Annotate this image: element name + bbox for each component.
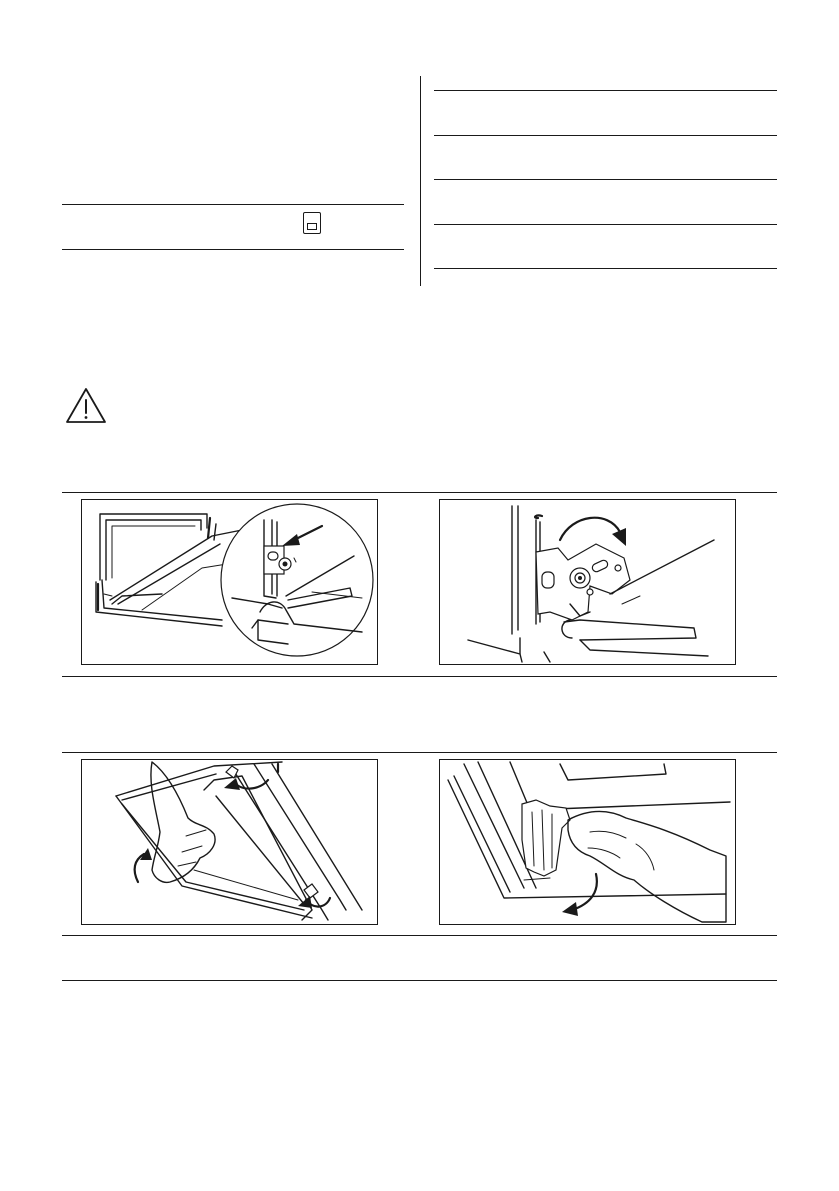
right-table-rule-1	[434, 90, 777, 91]
warning-icon	[64, 386, 108, 426]
left-column-bottom-rule	[62, 249, 404, 250]
right-table-rule-4	[434, 224, 777, 225]
right-table-rule-3	[434, 179, 777, 180]
right-table-rule-2	[434, 135, 777, 136]
column-divider	[420, 76, 421, 286]
figure-row-1-top-rule	[62, 492, 777, 493]
door-lift-with-hands	[81, 759, 378, 925]
figure-row-2-top-rule	[62, 752, 777, 753]
section-end-rule	[62, 980, 777, 981]
figure-row-2-bottom-rule	[62, 935, 777, 936]
left-column-top-rule	[62, 204, 404, 205]
door-glass-panel-removal	[439, 759, 736, 925]
hinge-lever-rotate	[439, 499, 736, 665]
oven-icon	[303, 212, 321, 234]
figure-row-1-bottom-rule	[62, 676, 777, 677]
right-table-rule-5	[434, 268, 777, 269]
oven-door-hinge-closeup	[81, 499, 378, 665]
